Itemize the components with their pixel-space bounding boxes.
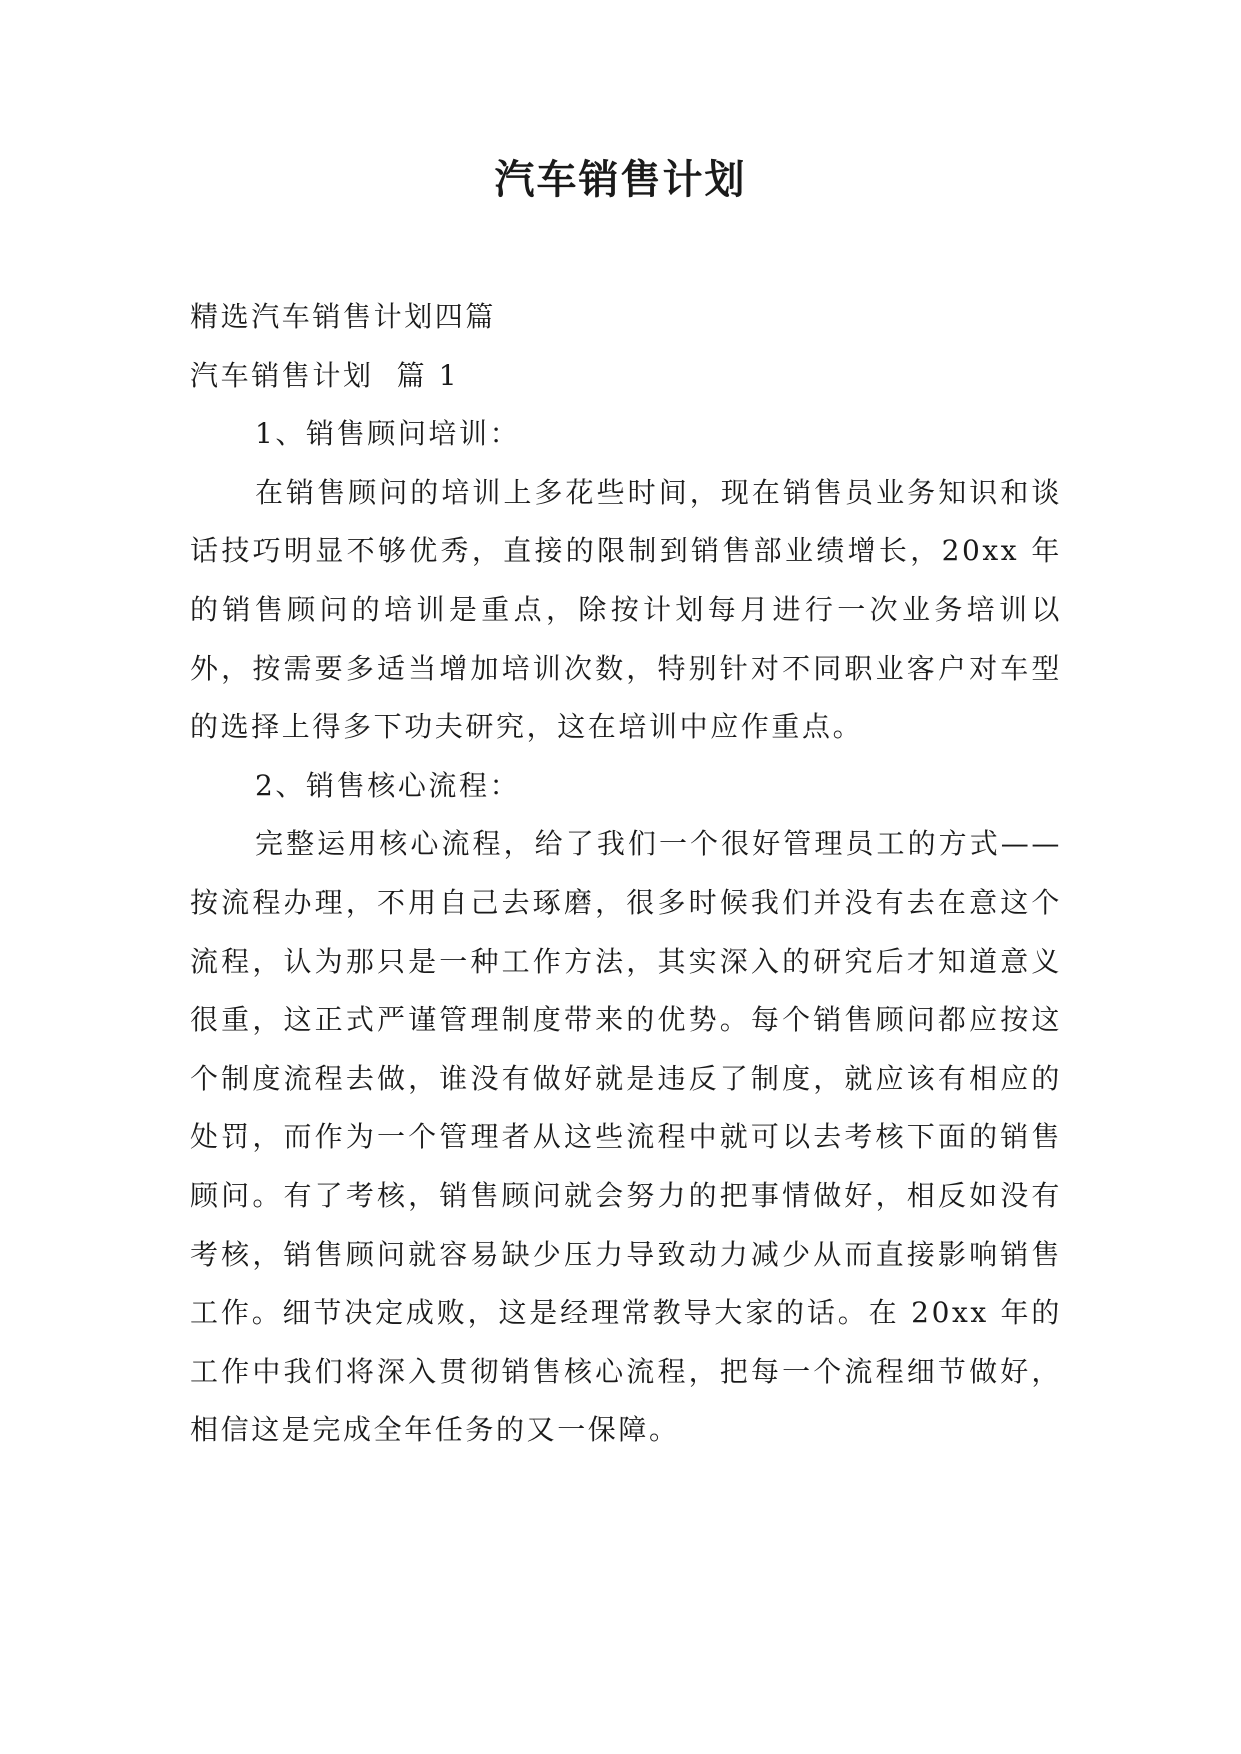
document-body xyxy=(190,288,1062,1460)
document-subtitle: 精选汽车销售计划四篇 xyxy=(190,300,497,333)
item-body-2: 完整运用核心流程，给了我们一个很好管理员工的方式——按流程办理，不用自己去琢磨，很多时候我们并没有去在意这个流程，认为那只是一种工作方法，其实深入的研究后才知道意义很重，这正式严谨管理制度带来的优势。每个销售顾问都应按这个制度流程去做，谁没有做好就是违反了制度，就应该有相应的处罚，而作为一个管理者从这些流程中就可以去考核下面的销售顾问。有了考核，销售顾问就会努力的把事情做好，相反如没有考核，销售顾问就容易缺少压力导致动力减少从而直接影响销售工作。细节决定成败，这是经理常教导大家的话。在 20xx 年的工作中我们将深入贯彻销售核心流程，把每一个流程细节做好，相信这是完成全年任务的又一保障。 xyxy=(190,827,1062,1447)
document-title: 汽车销售计划 xyxy=(494,156,747,203)
section-heading: 汽车销售计划 篇 1 xyxy=(190,358,460,392)
item-body-1: 在销售顾问的培训上多花些时间，现在销售员业务知识和谈话技巧明显不够优秀，直接的限制到销售部业绩增长，20xx 年的销售顾问的培训是重点，除按计划每月进行一次业务培训以外，按需要多适当增加培训次数，特别针对不同职业客户对车型的选择上得多下功夫研究，这在培训中应作重点。 xyxy=(190,475,1062,744)
item-heading-1: 1、销售顾问培训： xyxy=(255,417,521,451)
item-heading-2: 2、销售核心流程： xyxy=(255,768,521,802)
